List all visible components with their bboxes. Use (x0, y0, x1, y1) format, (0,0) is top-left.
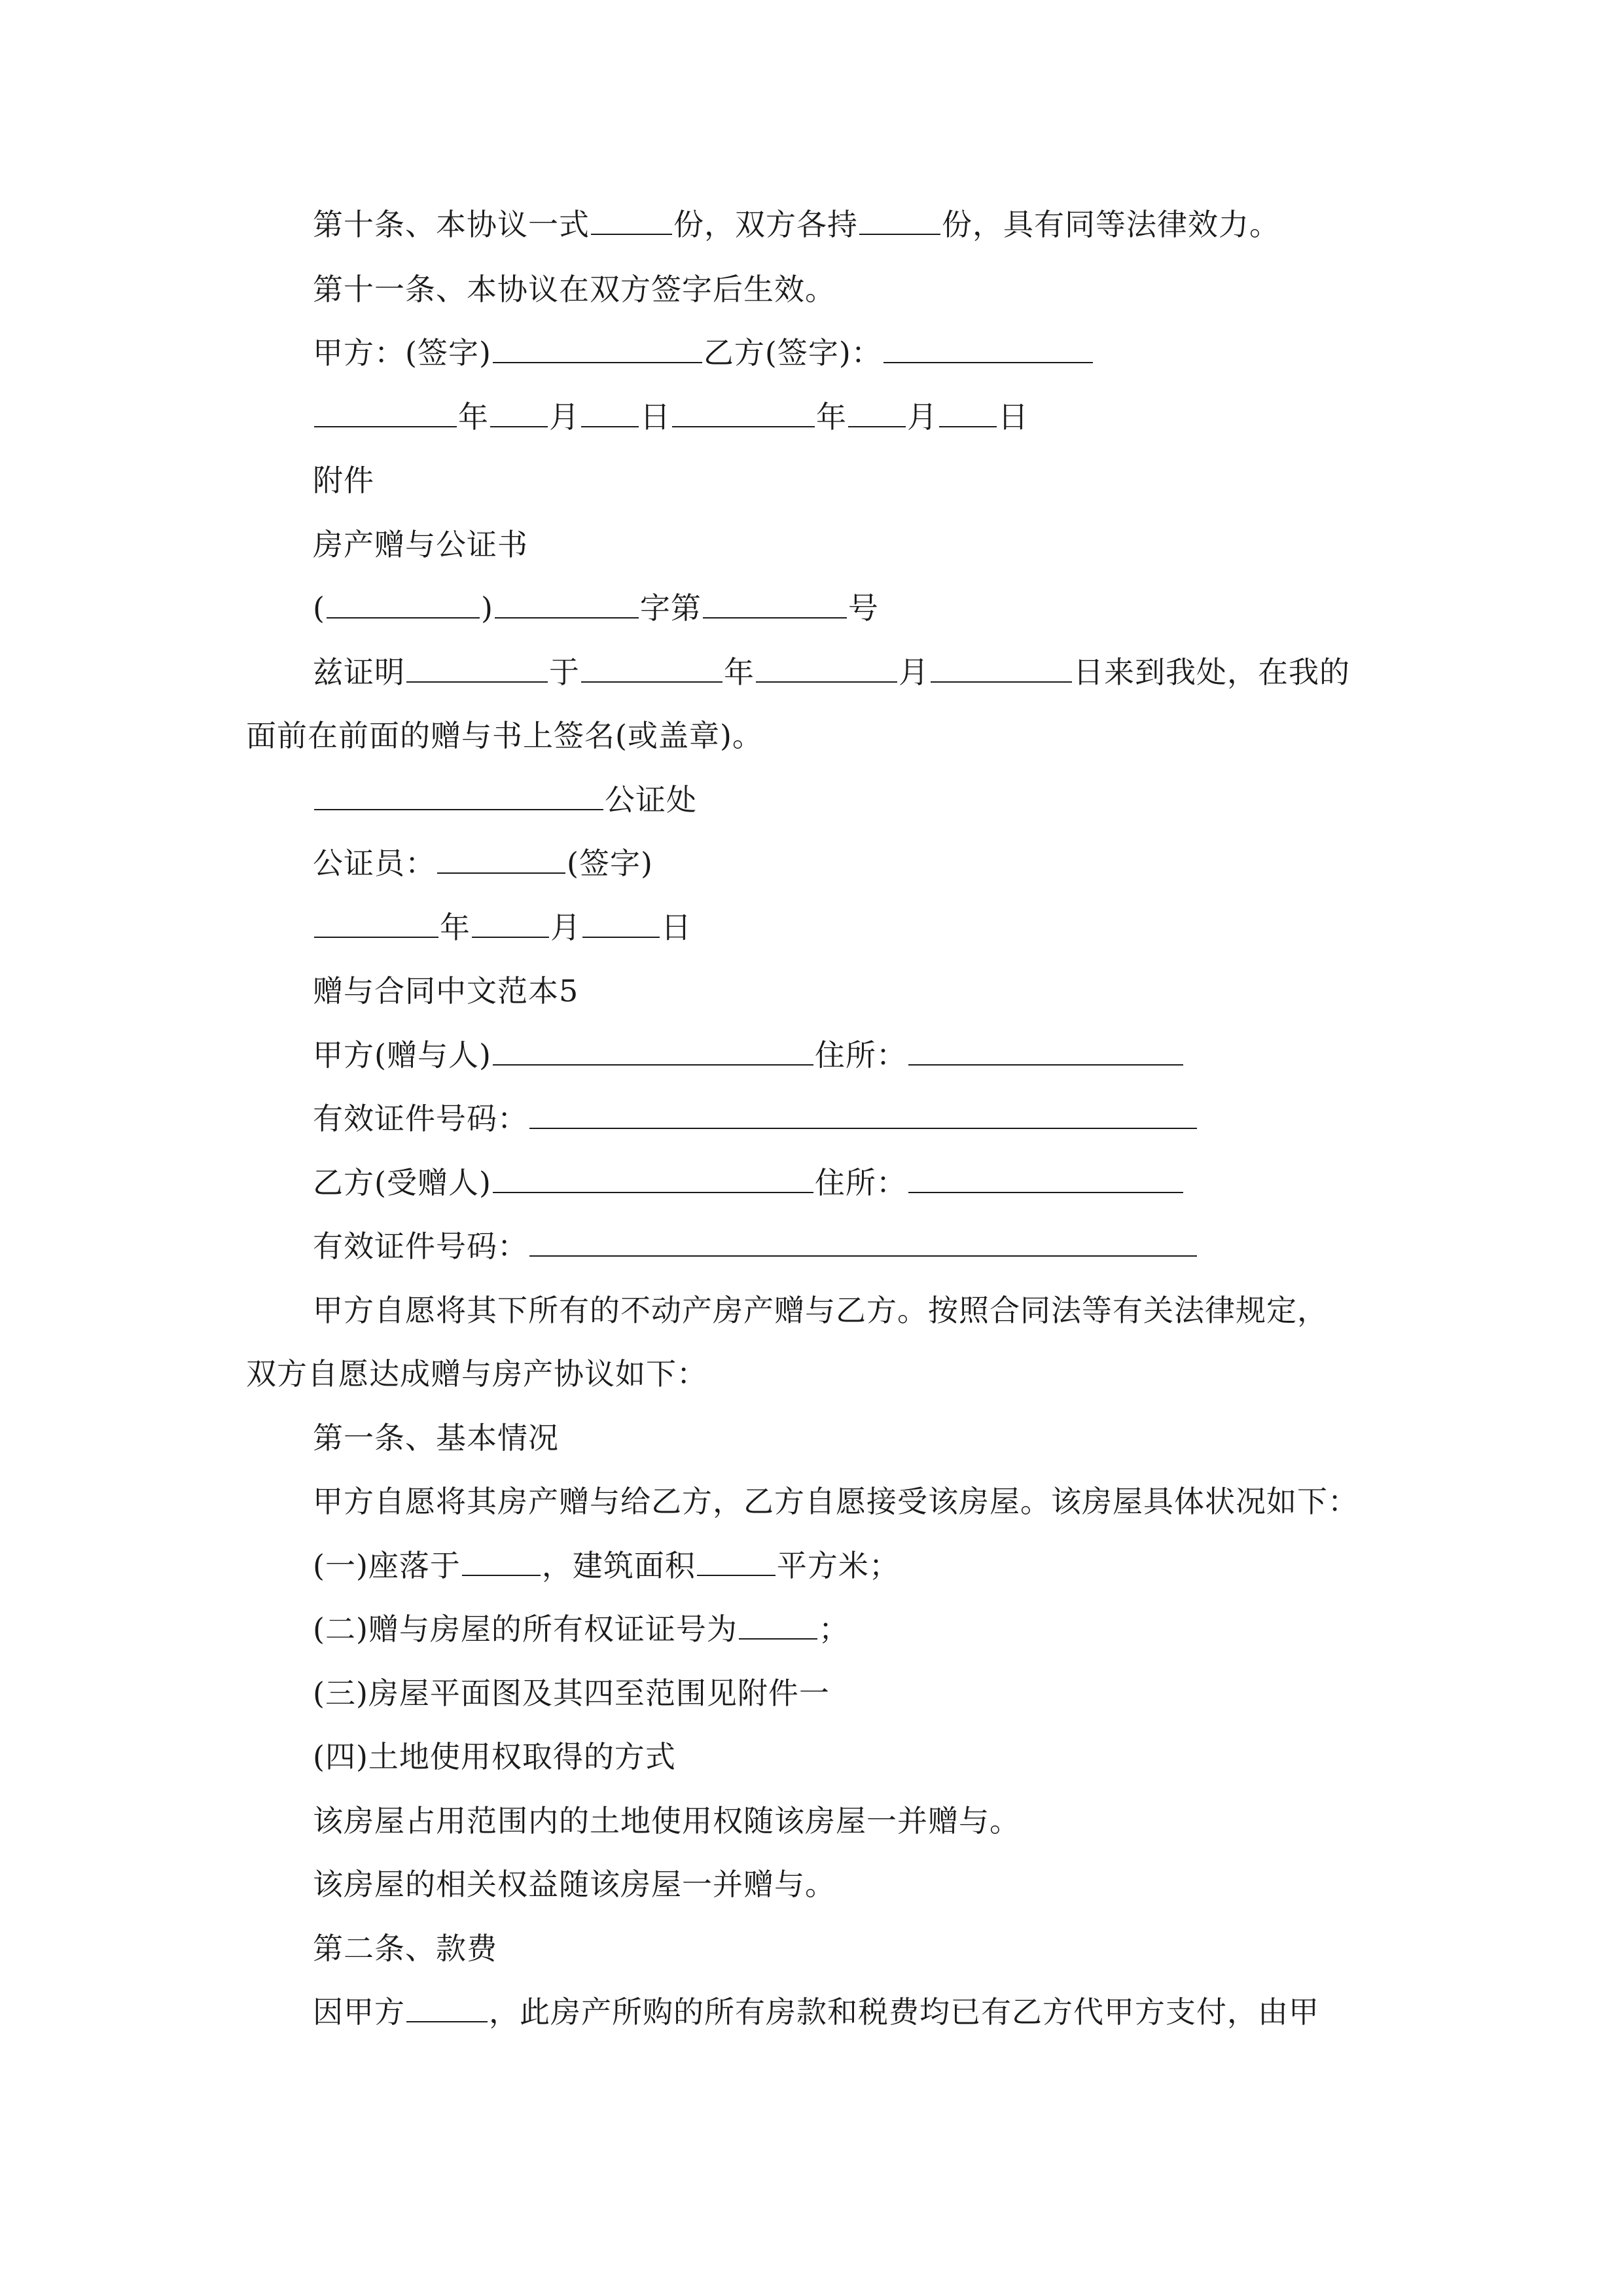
signature-date-line (313, 397, 1029, 437)
article-2-title-text: 第二条、款费 (313, 1931, 497, 1966)
notary-year-blank[interactable] (314, 909, 438, 938)
hao-label: 号 (847, 590, 879, 626)
notary-word-blank[interactable] (495, 590, 639, 619)
item-2-text-a: (二)赠与房屋的所有权证证号为 (313, 1611, 738, 1647)
party-a-sign-blank[interactable] (493, 334, 702, 363)
notary-office-blank[interactable] (314, 781, 603, 810)
copies-each-blank[interactable] (859, 206, 940, 235)
certify-text-f: 面前在前面的赠与书上签名(或盖章)。 (246, 718, 763, 753)
item-4-text: (四)土地使用权取得的方式 (313, 1739, 676, 1774)
month-label: 月 (550, 910, 581, 945)
item-1-text-c: 平方米； (776, 1548, 900, 1583)
donee-line (313, 1163, 1185, 1202)
certify-line-1 (313, 653, 1350, 692)
certificate-number-blank[interactable] (739, 1611, 817, 1640)
donor-address-label: 住所： (814, 1037, 907, 1073)
notary-clerk-blank[interactable] (437, 845, 565, 874)
copies-total-blank[interactable] (591, 206, 672, 235)
article-1-para-1 (313, 1482, 1359, 1521)
item-1-text-a: (一)座落于 (313, 1548, 461, 1583)
notary-month-blank[interactable] (472, 909, 549, 938)
donee-id-blank[interactable] (529, 1228, 1197, 1257)
year-label: 年 (458, 399, 489, 435)
article-1-para-2-text: 该房屋占用范围内的土地使用权随该房屋一并赠与。 (313, 1803, 1020, 1839)
notary-office-line (313, 780, 697, 819)
notary-clerk-sign: (签字) (567, 846, 653, 881)
certify-text-e: 日来到我处，在我的 (1073, 655, 1350, 690)
donor-line (313, 1035, 1185, 1075)
article-1-item-1 (313, 1546, 900, 1585)
party-a-sign-label: 甲方：(签字) (313, 335, 491, 370)
donor-id-label: 有效证件号码： (313, 1101, 528, 1136)
party-b-sign-blank[interactable] (883, 334, 1093, 363)
certify-year-blank[interactable] (581, 654, 722, 683)
zi-di-label: 字第 (639, 590, 702, 626)
article-1-item-4 (313, 1737, 676, 1776)
article-10-text-b: 份，双方各持 (673, 207, 858, 242)
article-1-para-2 (313, 1801, 1020, 1840)
donor-address-blank[interactable] (908, 1037, 1183, 1066)
article-2-para-1 (313, 1992, 1319, 2032)
certify-day-blank[interactable] (931, 654, 1072, 683)
item-2-text-b: ； (818, 1611, 849, 1647)
intro-text-2: 双方自愿达成赠与房产协议如下： (246, 1356, 707, 1391)
month-label: 月 (907, 399, 938, 435)
donee-id-line (313, 1227, 1198, 1266)
donor-id-line (313, 1099, 1198, 1138)
notary-date-line (313, 908, 692, 947)
item-3-text: (三)房屋平面图及其四至范围见附件一 (313, 1676, 830, 1711)
article-1-para-1-text: 甲方自愿将其房产赠与给乙方，乙方自愿接受该房屋。该房屋具体状况如下： (313, 1484, 1359, 1519)
article-10 (313, 205, 1280, 244)
certify-text-a: 兹证明 (313, 655, 405, 690)
certify-text-b: 于 (549, 655, 580, 690)
donee-id-label: 有效证件号码： (313, 1229, 528, 1264)
article-10-text-c: 份，具有同等法律效力。 (942, 207, 1280, 242)
article-1-para-3-text: 该房屋的相关权益随该房屋一并赠与。 (313, 1867, 836, 1902)
notary-title-text: 房产赠与公证书 (313, 527, 528, 562)
notary-prefix-blank[interactable] (327, 590, 480, 619)
area-blank[interactable] (697, 1547, 776, 1576)
notary-clerk-line (313, 844, 653, 883)
month-label: 月 (549, 399, 580, 435)
paren-open: ( (313, 590, 325, 626)
article-1-item-2 (313, 1609, 849, 1649)
party-b-sign-label: 乙方(签字)： (703, 335, 882, 370)
day-label: 日 (661, 910, 692, 945)
party-b-month-blank[interactable] (848, 399, 906, 427)
reason-blank[interactable] (406, 1994, 488, 2022)
donor-id-blank[interactable] (529, 1100, 1197, 1129)
article-2-title (313, 1929, 497, 1968)
donee-label: 乙方(受赠人) (313, 1165, 491, 1200)
donor-label: 甲方(赠与人) (313, 1037, 491, 1073)
party-b-year-blank[interactable] (672, 399, 815, 427)
appendix-heading (313, 461, 374, 500)
certify-person-blank[interactable] (406, 654, 548, 683)
donee-address-blank[interactable] (908, 1164, 1183, 1193)
paren-close: ) (480, 590, 493, 626)
article-1-para-3 (313, 1865, 836, 1904)
day-label: 日 (640, 399, 671, 435)
notary-office-label: 公证处 (605, 782, 697, 817)
article-1-title (313, 1418, 559, 1458)
signature-line (313, 333, 1094, 372)
location-blank[interactable] (462, 1547, 541, 1576)
sample-title-text: 赠与合同中文范本5 (313, 973, 579, 1009)
donee-name-blank[interactable] (493, 1164, 813, 1193)
certify-line-2 (246, 716, 763, 755)
party-b-day-blank[interactable] (939, 399, 997, 427)
sample-title (313, 971, 579, 1011)
item-1-text-b: ，建筑面积 (541, 1548, 696, 1583)
article-2-text-b: ，此房产所购的所有房款和税费均已有乙方代甲方支付，由甲 (489, 1994, 1319, 2030)
party-a-day-blank[interactable] (581, 399, 639, 427)
year-label: 年 (440, 910, 471, 945)
party-a-month-blank[interactable] (490, 399, 548, 427)
article-11-text: 第十一条、本协议在双方签字后生效。 (313, 272, 836, 307)
certify-month-blank[interactable] (756, 654, 897, 683)
intro-line-1 (313, 1291, 1328, 1330)
article-2-text-a: 因甲方 (313, 1994, 405, 2030)
notary-clerk-label: 公证员： (313, 846, 436, 881)
article-10-text-a: 第十条、本协议一式 (313, 207, 590, 242)
intro-text-1: 甲方自愿将其下所有的不动产房产赠与乙方。按照合同法等有关法律规定， (313, 1293, 1328, 1328)
donor-name-blank[interactable] (493, 1037, 813, 1066)
donee-address-label: 住所： (814, 1165, 907, 1200)
notary-day-blank[interactable] (582, 909, 660, 938)
party-a-year-blank[interactable] (314, 399, 457, 427)
notary-number-line (313, 588, 879, 628)
year-label: 年 (816, 399, 847, 435)
notary-title (313, 525, 528, 564)
article-1-item-3 (313, 1674, 830, 1713)
article-1-title-text: 第一条、基本情况 (313, 1420, 559, 1456)
certify-text-d: 月 (899, 655, 929, 690)
notary-number-blank[interactable] (703, 590, 847, 619)
certify-text-c: 年 (724, 655, 755, 690)
intro-line-2 (246, 1354, 707, 1393)
appendix-text: 附件 (313, 463, 374, 498)
article-11 (313, 270, 836, 309)
day-label: 日 (998, 399, 1029, 435)
